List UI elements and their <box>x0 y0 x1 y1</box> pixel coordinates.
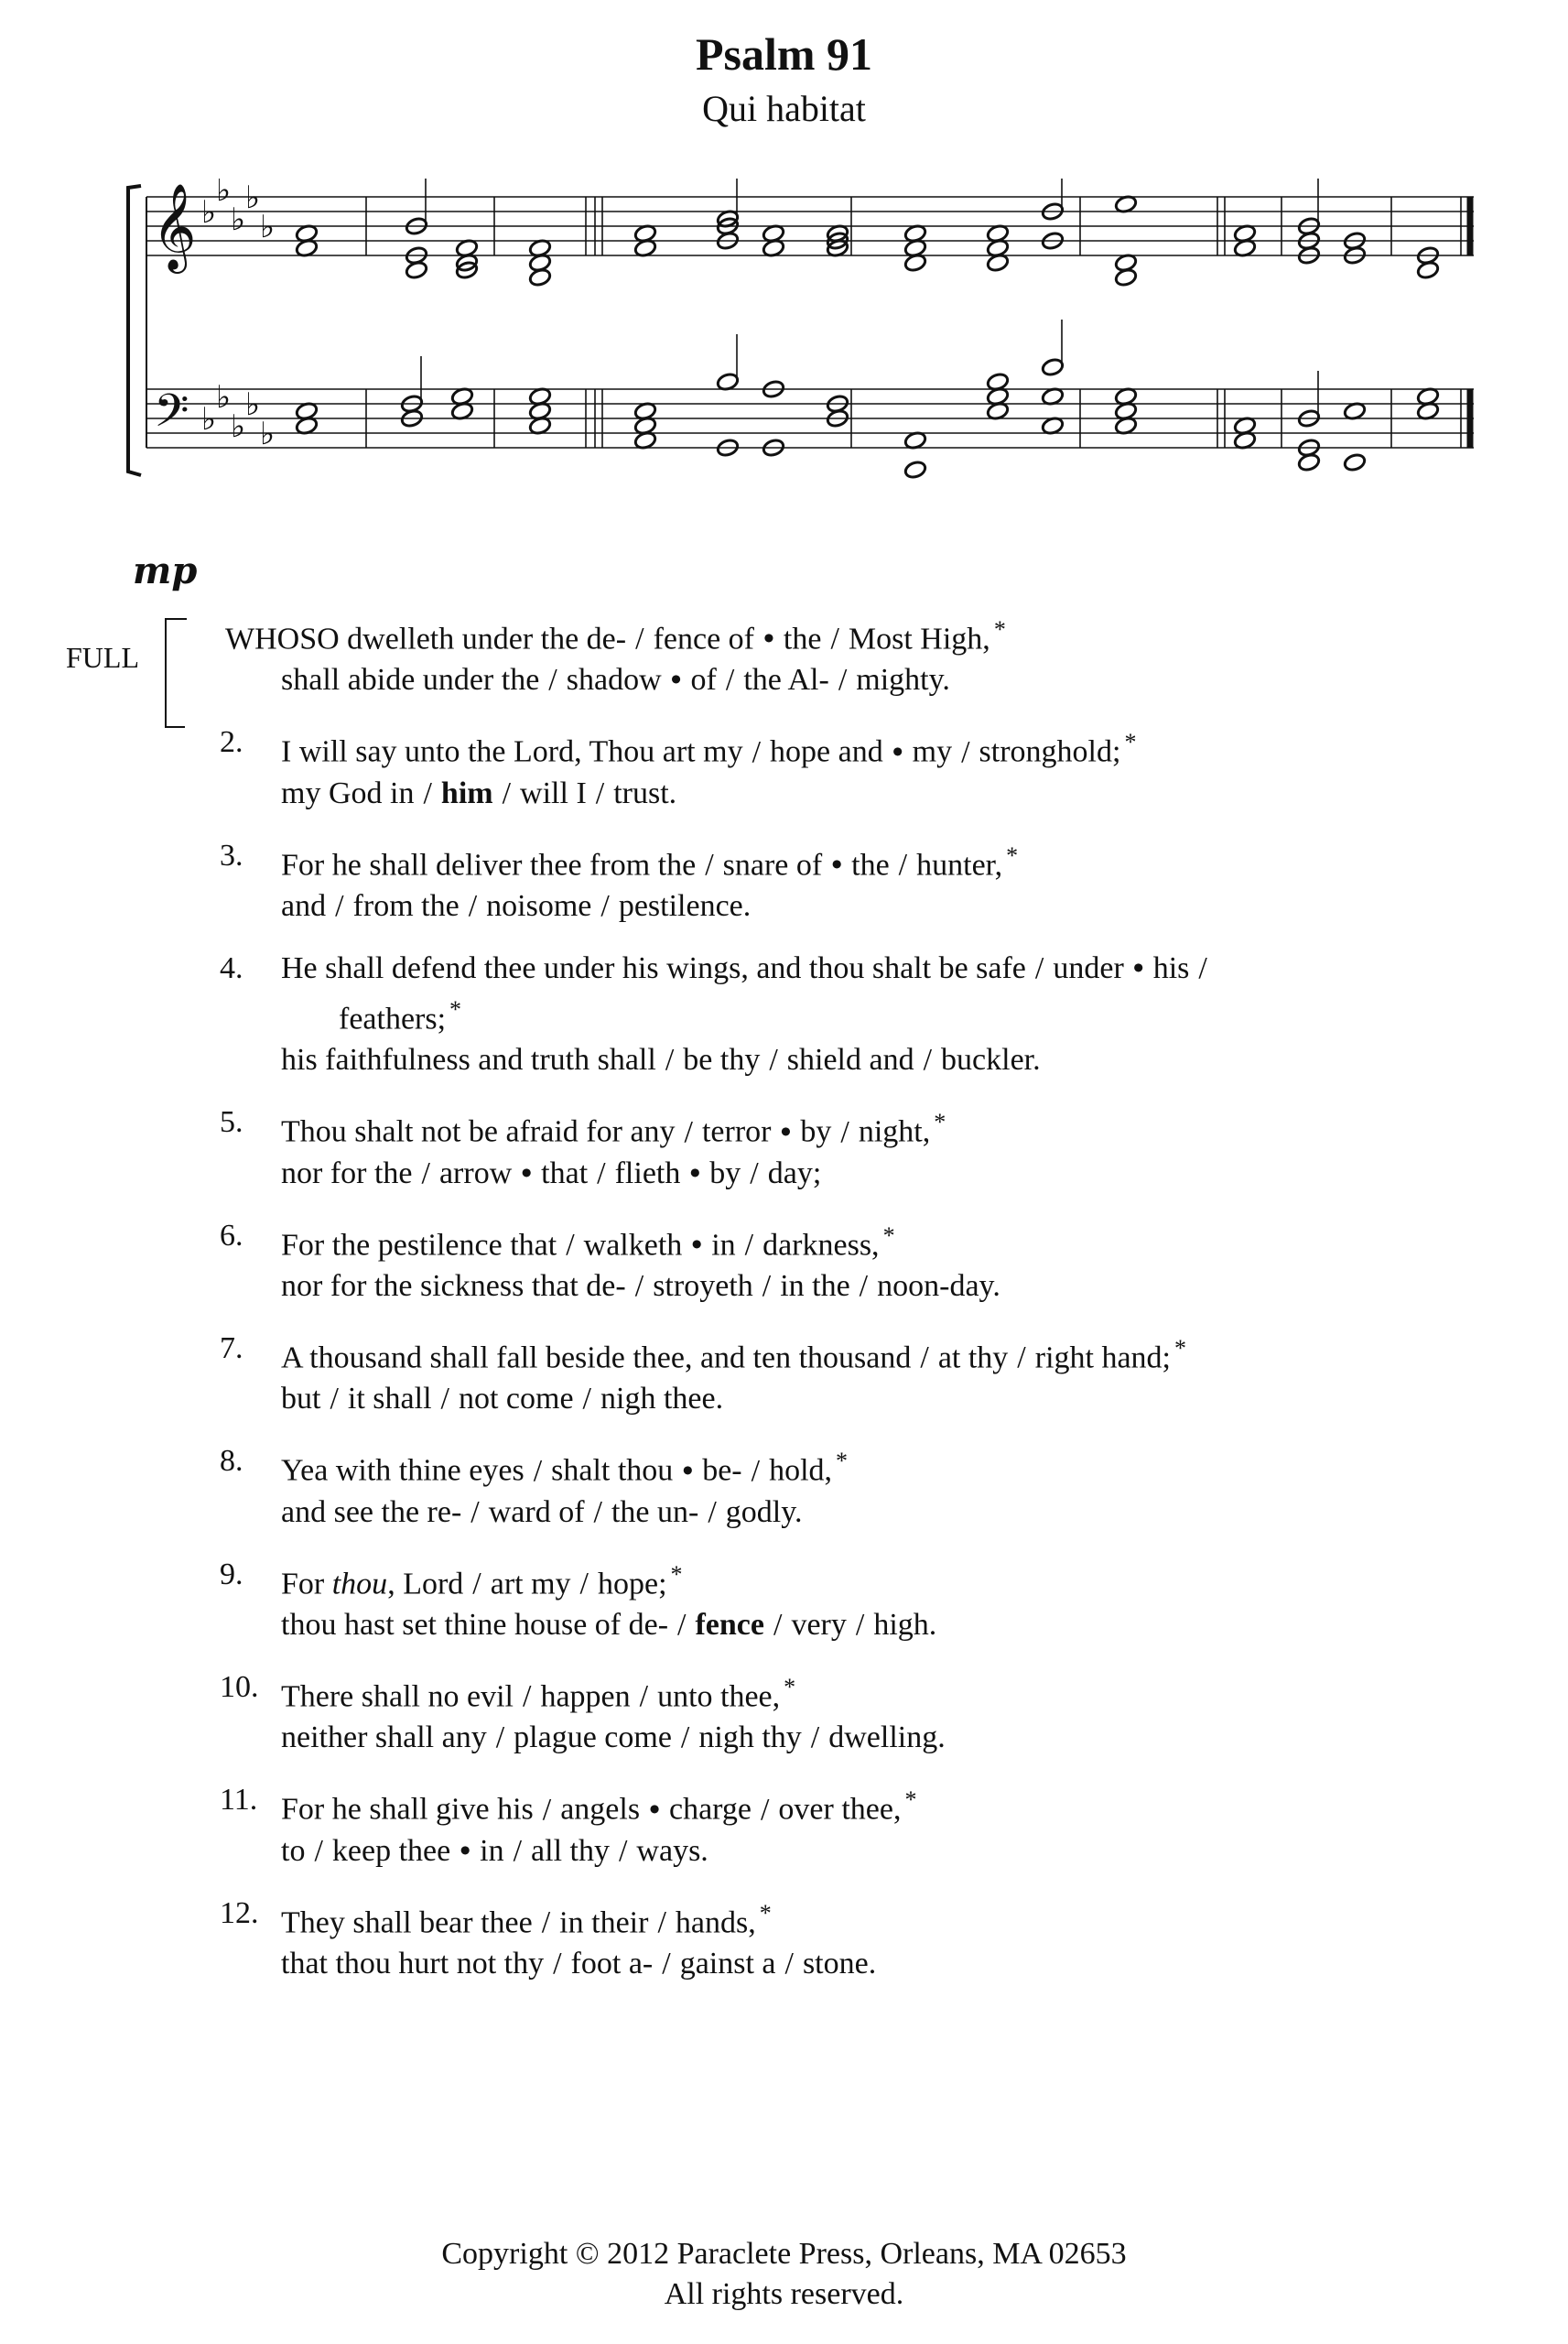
verse-segment: not come <box>458 1382 574 1416</box>
system-bracket <box>128 186 141 475</box>
verse-segment: hope and <box>770 734 883 769</box>
bar-divider: / <box>923 1043 933 1078</box>
bar-divider: / <box>566 1227 575 1262</box>
bar-divider: / <box>472 1566 481 1601</box>
verse-segment: For thou, Lord <box>281 1566 464 1601</box>
bar-divider: / <box>548 663 557 698</box>
verse-segment: ward of <box>488 1494 585 1529</box>
verse-segment: but <box>281 1382 321 1416</box>
verse-segment: For he shall give his <box>281 1792 534 1827</box>
verse-segment: art my <box>490 1566 571 1601</box>
bar-divider: / <box>751 1453 761 1488</box>
verse-segment: He shall defend thee under his wings, and thou shalt be safe <box>281 950 1026 985</box>
verse-segment: the <box>851 847 890 882</box>
bar-divider: / <box>600 888 610 923</box>
verse-segment: his <box>1152 950 1190 985</box>
verse-segment: ways. <box>636 1833 708 1868</box>
bar-divider: / <box>773 1607 783 1642</box>
verse-segment: arrow <box>438 1156 513 1190</box>
pointing-dot: • <box>691 1227 703 1262</box>
verse-line <box>220 1153 1501 1194</box>
verse-segment: in <box>480 1833 504 1868</box>
psalm-verse <box>220 835 1501 927</box>
bar-divider: / <box>330 1382 339 1416</box>
verse-segment: unto thee, <box>657 1679 781 1714</box>
bar-divider: / <box>335 888 344 923</box>
bar-divider: / <box>705 847 714 882</box>
flat-icon: ♭ <box>245 386 261 423</box>
verse-segment: stronghold; <box>979 734 1121 769</box>
bar-divider: / <box>593 1494 602 1529</box>
verse-segment: that <box>541 1156 589 1190</box>
verse-segment: For he shall deliver thee from the <box>281 847 697 882</box>
bar-divider: / <box>684 1114 693 1149</box>
verse-segment: buckler. <box>941 1043 1041 1078</box>
verse-segment: night, <box>858 1114 931 1149</box>
note-head <box>903 460 927 480</box>
verse-number: 2. <box>220 725 243 760</box>
verse-segment: snare of <box>722 847 823 882</box>
verse-segment: shield and <box>786 1043 914 1078</box>
bar-divider: / <box>838 663 848 698</box>
verse-segment: in the <box>780 1268 850 1303</box>
verse-segment: my <box>912 734 953 769</box>
verse-line <box>220 1492 1501 1533</box>
mediation-asterisk: * <box>759 1899 772 1926</box>
verse-segment: trust. <box>613 776 677 810</box>
bar-divider: / <box>502 776 512 810</box>
bar-divider: / <box>468 888 478 923</box>
bar-divider: / <box>541 1904 551 1939</box>
psalm-verse <box>220 1666 1501 1758</box>
verse-line <box>220 1554 1501 1604</box>
verse-line <box>220 1717 1501 1758</box>
bar-divider: / <box>725 663 735 698</box>
bar-divider: / <box>680 1720 690 1755</box>
mediation-asterisk: * <box>1174 1334 1187 1362</box>
verse-segment: by <box>709 1156 741 1190</box>
verse-segment: very <box>791 1607 847 1642</box>
verse-line <box>220 1101 1501 1152</box>
bar-divider: / <box>314 1833 323 1868</box>
verse-line <box>220 989 1501 1039</box>
verse-segment: the Al- <box>743 663 829 698</box>
bar-divider: / <box>762 1268 772 1303</box>
psalm-verses <box>220 609 1501 2005</box>
bar-divider: / <box>677 1607 687 1642</box>
verse-segment: noisome <box>486 888 592 923</box>
verse-segment: be- <box>702 1453 742 1488</box>
bar-divider: / <box>495 1720 505 1755</box>
verse-segment: nor for the <box>281 1156 413 1190</box>
verse-segment: shadow <box>566 663 662 698</box>
verse-line <box>220 1265 1501 1307</box>
verse-segment: fence <box>695 1607 764 1642</box>
full-bracket <box>165 618 187 728</box>
verse-segment: stroyeth <box>653 1268 753 1303</box>
bar-divider: / <box>423 776 432 810</box>
dynamic-marking: mp <box>133 549 198 592</box>
verse-line <box>220 835 1501 885</box>
bar-divider: / <box>522 1679 532 1714</box>
verse-segment: and <box>281 888 327 923</box>
bar-divider: / <box>752 734 762 769</box>
bar-divider: / <box>513 1833 523 1868</box>
verse-segment: terror <box>701 1114 772 1149</box>
verse-segment: thou hast set thine house of de- <box>281 1607 669 1642</box>
bar-divider: / <box>744 1227 754 1262</box>
copyright-notice <box>0 2234 1568 2315</box>
verse-segment: all thy <box>531 1833 610 1868</box>
verse-segment: mighty. <box>856 663 950 698</box>
verse-line <box>220 609 1501 659</box>
verse-segment: right hand; <box>1034 1340 1172 1375</box>
verse-number: 7. <box>220 1330 243 1365</box>
verse-line <box>220 1378 1501 1419</box>
bar-divider: / <box>657 1904 666 1939</box>
verse-segment: darkness, <box>762 1227 880 1262</box>
bar-divider: / <box>470 1494 480 1529</box>
verse-segment: godly. <box>725 1494 803 1529</box>
bar-divider: / <box>635 622 644 657</box>
verse-number: 12. <box>220 1895 259 1930</box>
bar-divider: / <box>421 1156 430 1190</box>
note-head <box>1416 260 1440 280</box>
verse-line <box>220 1440 1501 1491</box>
flat-icon: ♭ <box>231 408 246 445</box>
verse-segment: feathers; <box>339 1002 447 1036</box>
flat-icon: ♭ <box>231 201 246 238</box>
verse-segment: WHOSO dwelleth under the de- <box>225 622 627 657</box>
verse-segment: hunter, <box>916 847 1003 882</box>
verse-segment: from the <box>352 888 460 923</box>
verse-line <box>220 1604 1501 1645</box>
verse-segment: stone. <box>802 1946 877 1980</box>
verse-segment: noon-day. <box>877 1268 1000 1303</box>
mediation-asterisk: * <box>784 1673 796 1700</box>
verse-line <box>220 722 1501 772</box>
verse-segment: Thou shalt not be afraid for any <box>281 1114 676 1149</box>
treble-clef-icon: 𝄞 <box>152 183 197 270</box>
verse-segment: walketh <box>583 1227 683 1262</box>
pointing-dot: • <box>762 622 774 657</box>
verse-segment: happen <box>540 1679 631 1714</box>
flat-icon: ♭ <box>245 179 261 216</box>
verse-segment: hold, <box>769 1453 833 1488</box>
verse-number: 9. <box>220 1557 243 1591</box>
verse-segment: dwelling. <box>828 1720 946 1755</box>
bar-divider: / <box>961 734 970 769</box>
verse-segment: There shall no evil <box>281 1679 514 1714</box>
verse-segment: foot a- <box>570 1946 654 1980</box>
psalm-verse <box>220 1101 1501 1193</box>
verse-line <box>220 948 1501 989</box>
verse-segment: in <box>711 1227 736 1262</box>
bar-divider: / <box>553 1946 562 1980</box>
note-head <box>1041 357 1065 377</box>
verse-number: 10. <box>220 1669 259 1704</box>
flat-icon: ♭ <box>201 194 217 231</box>
verse-number: 11. <box>220 1783 258 1818</box>
pointing-dot: • <box>831 847 843 882</box>
bar-divider: / <box>542 1792 552 1827</box>
verse-number: 5. <box>220 1105 243 1140</box>
verse-segment: his faithfulness and truth shall <box>281 1043 656 1078</box>
verse-segment: pestilence. <box>618 888 752 923</box>
bar-divider: / <box>618 1833 628 1868</box>
verse-segment: nor for the sickness that de- <box>281 1268 626 1303</box>
verse-line <box>220 1039 1501 1080</box>
mediation-asterisk: * <box>1006 841 1019 869</box>
bar-divider: / <box>582 1382 591 1416</box>
verse-segment: be thy <box>683 1043 761 1078</box>
verse-segment: shalt thou <box>551 1453 674 1488</box>
verse-segment: flieth <box>614 1156 681 1190</box>
verse-segment: at thy <box>937 1340 1009 1375</box>
bar-divider: / <box>840 1114 849 1149</box>
psalm-verse <box>220 1554 1501 1645</box>
mediation-asterisk: * <box>904 1786 917 1814</box>
verse-segment: under <box>1053 950 1124 985</box>
page-subtitle: Qui habitat <box>702 88 866 129</box>
verse-line <box>220 1830 1501 1872</box>
flat-icon: ♭ <box>260 209 276 245</box>
pointing-dot: • <box>689 1156 701 1190</box>
bass-clef-icon: 𝄢 <box>154 385 189 449</box>
psalm-verse <box>220 609 1501 700</box>
verse-segment: Yea with thine eyes <box>281 1453 524 1488</box>
mediation-asterisk: * <box>934 1109 946 1136</box>
pointing-dot: • <box>1132 950 1144 985</box>
verse-segment: my God in <box>281 776 415 810</box>
verse-number: 6. <box>220 1218 243 1253</box>
verse-segment: and see the re- <box>281 1494 462 1529</box>
flat-icon: ♭ <box>216 379 232 416</box>
psalm-verse <box>220 1440 1501 1532</box>
note-head <box>1297 452 1321 472</box>
verse-segment: fence of <box>653 622 754 657</box>
verse-segment: A thousand shall fall beside thee, and ten thousand <box>281 1340 912 1375</box>
verse-segment: gainst a <box>679 1946 776 1980</box>
verse-segment: day; <box>767 1156 822 1190</box>
music-score <box>110 179 1501 545</box>
bar-divider: / <box>639 1679 649 1714</box>
bar-divider: / <box>830 622 839 657</box>
verse-segment: over thee, <box>778 1792 902 1827</box>
full-label: FULL <box>66 641 139 674</box>
flat-icon: ♭ <box>260 416 276 452</box>
bar-divider: / <box>1198 950 1207 985</box>
note-head <box>528 267 552 288</box>
mediation-asterisk: * <box>1124 729 1137 756</box>
psalm-verse <box>220 1893 1501 1984</box>
bar-divider: / <box>533 1453 543 1488</box>
verse-segment: nigh thee. <box>600 1382 724 1416</box>
verse-line <box>220 659 1501 700</box>
bar-divider: / <box>920 1340 929 1375</box>
flat-icon: ♭ <box>201 401 217 438</box>
verse-line <box>220 1893 1501 1943</box>
verse-segment: keep thee <box>331 1833 451 1868</box>
note-head <box>1114 267 1138 288</box>
verse-line <box>220 1215 1501 1265</box>
verse-segment: the <box>783 622 822 657</box>
bar-divider: / <box>665 1043 675 1078</box>
psalm-verse <box>220 948 1501 1080</box>
pointing-dot: • <box>460 1833 471 1868</box>
bar-divider: / <box>708 1494 717 1529</box>
rights-line: All rights reserved. <box>664 2277 904 2311</box>
staff-system <box>128 186 1474 475</box>
pointing-dot: • <box>521 1156 533 1190</box>
bar-divider: / <box>579 1566 589 1601</box>
pointing-dot: • <box>649 1792 660 1827</box>
verse-number: 8. <box>220 1444 243 1479</box>
verse-segment: plague come <box>514 1720 672 1755</box>
verse-segment: charge <box>668 1792 752 1827</box>
note-head <box>1343 452 1367 472</box>
bar-divider: / <box>634 1268 644 1303</box>
bar-divider: / <box>597 1156 606 1190</box>
mediation-asterisk: * <box>670 1560 683 1588</box>
verse-line <box>220 1779 1501 1829</box>
verse-segment: Most High, <box>848 622 990 657</box>
bar-divider: / <box>855 1607 865 1642</box>
verse-number: 4. <box>220 950 243 985</box>
pointing-dot: • <box>780 1114 792 1149</box>
verse-segment: it shall <box>347 1382 432 1416</box>
pointing-dot: • <box>670 663 682 698</box>
verse-segment: For the pestilence that <box>281 1227 557 1262</box>
verse-segment: will I <box>520 776 587 810</box>
chant-notes <box>152 179 1440 480</box>
bar-divider: / <box>750 1156 759 1190</box>
page-title: Psalm 91 <box>695 28 873 80</box>
verse-segment: neither shall any <box>281 1720 487 1755</box>
verse-segment: shall abide under the <box>281 663 540 698</box>
verse-line <box>220 1943 1501 1984</box>
verse-segment: I will say unto the Lord, Thou art my <box>281 734 743 769</box>
mediation-asterisk: * <box>882 1221 895 1249</box>
bar-divider: / <box>440 1382 449 1416</box>
bar-divider: / <box>859 1268 869 1303</box>
bar-divider: / <box>1017 1340 1026 1375</box>
pointing-dot: • <box>682 1453 694 1488</box>
mediation-asterisk: * <box>836 1448 849 1475</box>
verse-segment: in their <box>559 1904 649 1939</box>
bar-divider: / <box>769 1043 778 1078</box>
copyright-line: Copyright © 2012 Paraclete Press, Orleans, MA 02653 <box>441 2237 1127 2271</box>
verse-segment: to <box>281 1833 306 1868</box>
note-head <box>405 260 428 280</box>
verse-segment: hope; <box>598 1566 667 1601</box>
verse-line <box>220 1666 1501 1717</box>
mediation-asterisk: * <box>449 995 462 1023</box>
mediation-asterisk: * <box>993 616 1006 643</box>
flat-icon: ♭ <box>216 179 232 209</box>
verse-line <box>220 885 1501 927</box>
bar-divider: / <box>662 1946 671 1980</box>
bar-divider: / <box>784 1946 794 1980</box>
psalm-verse <box>220 1215 1501 1307</box>
verse-line <box>220 1328 1501 1378</box>
verse-segment: high. <box>873 1607 937 1642</box>
pointing-dot: • <box>892 734 903 769</box>
psalm-verse <box>220 722 1501 813</box>
verse-segment: him <box>440 776 493 810</box>
full-bracket-foot <box>165 726 185 728</box>
verse-segment: They shall bear thee <box>281 1904 533 1939</box>
verse-segment: by <box>800 1114 832 1149</box>
verse-segment: of <box>690 663 717 698</box>
bar-divider: / <box>760 1792 770 1827</box>
verse-segment: that thou hurt not thy <box>281 1946 545 1980</box>
verse-segment: angels <box>560 1792 641 1827</box>
psalm-verse <box>220 1328 1501 1419</box>
verse-segment: the un- <box>611 1494 699 1529</box>
verse-segment: nigh thy <box>698 1720 802 1755</box>
bar-divider: / <box>595 776 605 810</box>
bar-divider: / <box>898 847 908 882</box>
verse-segment: hands, <box>675 1904 756 1939</box>
verse-number: 3. <box>220 838 243 873</box>
bar-divider: / <box>810 1720 820 1755</box>
psalm-verse <box>220 1779 1501 1871</box>
verse-line <box>220 773 1501 814</box>
bar-divider: / <box>1034 950 1044 985</box>
